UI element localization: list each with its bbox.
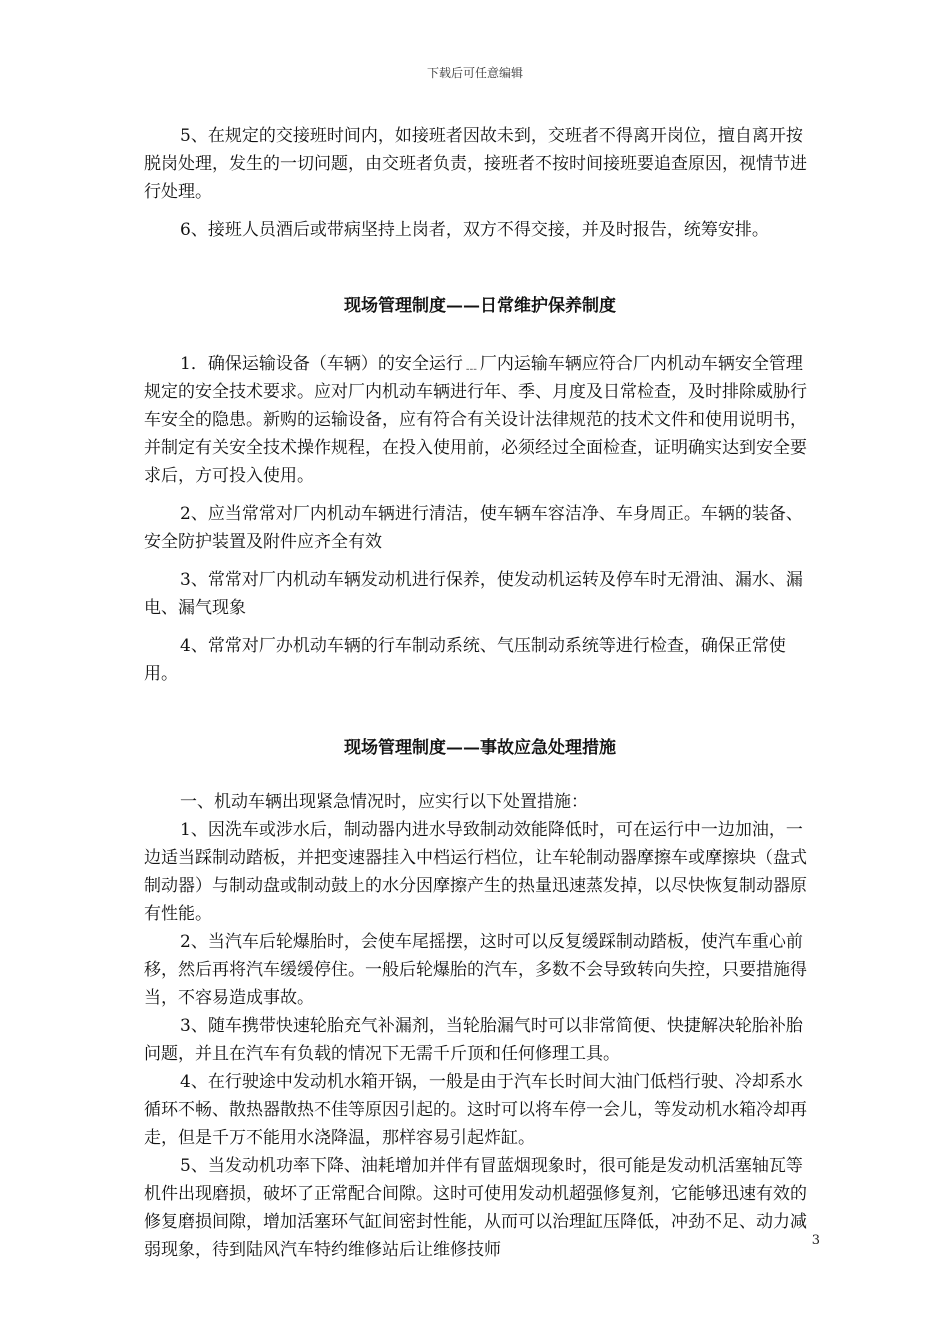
paragraph: 5、当发动机功率下降、油耗增加并伴有冒蓝烟现象时，很可能是发动机活塞轴瓦等机件出现磨损，破坏了正常配合间隙。这时可使用发动机超强修复剂，它能够迅速有效的修复磨损间隙，增加活塞环气缸间密封性能，从而可以治理缸压降低，冲劲不足、动力减弱现象，待到陆风汽车特约维修站后让维修技师 [144, 1156, 807, 1260]
section-title: 现场管理制度——日常维护保养制度 [344, 296, 616, 316]
paragraph: 2、当汽车后轮爆胎时，会使车尾摇摆，这时可以反复缓踩制动踏板，使汽车重心前移，然后再将汽车缓缓停住。一般后轮爆胎的汽车，多数不会导致转向失控，只要措施得当，不容易造成事故。 [144, 932, 807, 1008]
section-title: 现场管理制度——事故应急处理措施 [344, 738, 616, 758]
paragraph: 5、在规定的交接班时间内，如接班者因故未到，交班者不得离开岗位，擅自离开按脱岗处理，发生的一切问题，由交班者负责，接班者不按时间接班要追查原因，视情节进行处理。 [144, 126, 807, 202]
paragraph: 1．确保运输设备（车辆）的安全运行﹍厂内运输车辆应符合厂内机动车辆安全管理规定的安全技术要求。应对厂内机动车辆进行年、季、月度及日常检查，及时排除威胁行车安全的隐患。新购的运输设备，应有符合有关设计法律规范的技术文件和使用说明书，并制定有关安全技术操作规程，在投入使用前，必须经过全面检查，证明确实达到安全要求后，方可投入使用。 [144, 354, 807, 486]
paragraph: 4、在行驶途中发动机水箱开锅，一般是由于汽车长时间大油门低档行驶、冷却系水循环不畅、散热器散热不佳等原因引起的。这时可以将车停一会儿，等发动机水箱冷却再走，但是千万不能用水浇降温，那样容易引起炸缸。 [144, 1072, 807, 1148]
paragraph: 一、机动车辆出现紧急情况时，应实行以下处置措施： [180, 792, 588, 812]
page-header: 下载后可任意编辑 [426, 66, 523, 80]
paragraph: 1、因洗车或涉水后，制动器内进水导致制动效能降低时，可在运行中一边加油，一边适当踩制动踏板，并把变速器挂入中档运行档位，让车轮制动器摩擦车或摩擦块（盘式制动器）与制动盘或制动鼓上的水分因摩擦产生的热量迅速蒸发掉，以尽快恢复制动器原有性能。 [144, 820, 807, 924]
section-body [144, 788, 816, 1264]
page-number: 3 [811, 1233, 820, 1248]
paragraph: 2、应当常常对厂内机动车辆进行清洁，使车辆车容洁净、车身周正。车辆的装备、安全防护装置及附件应齐全有效 [144, 504, 803, 552]
paragraph: 3、随车携带快速轮胎充气补漏剂，当轮胎漏气时可以非常简便、快捷解决轮胎补胎问题，并且在汽车有负载的情况下无需千斤顶和任何修理工具。 [144, 1016, 803, 1064]
paragraph: 6、接班人员酒后或带病坚持上岗者，双方不得交接，并及时报告，统筹安排。 [180, 220, 769, 240]
paragraph: 4、常常对厂办机动车辆的行车制动系统、气压制动系统等进行检查，确保正常使用。 [144, 636, 786, 684]
document-body [144, 122, 816, 1264]
paragraph: 3、常常对厂内机动车辆发动机进行保养，使发动机运转及停车时无滑油、漏水、漏电、漏气现象 [144, 570, 803, 618]
